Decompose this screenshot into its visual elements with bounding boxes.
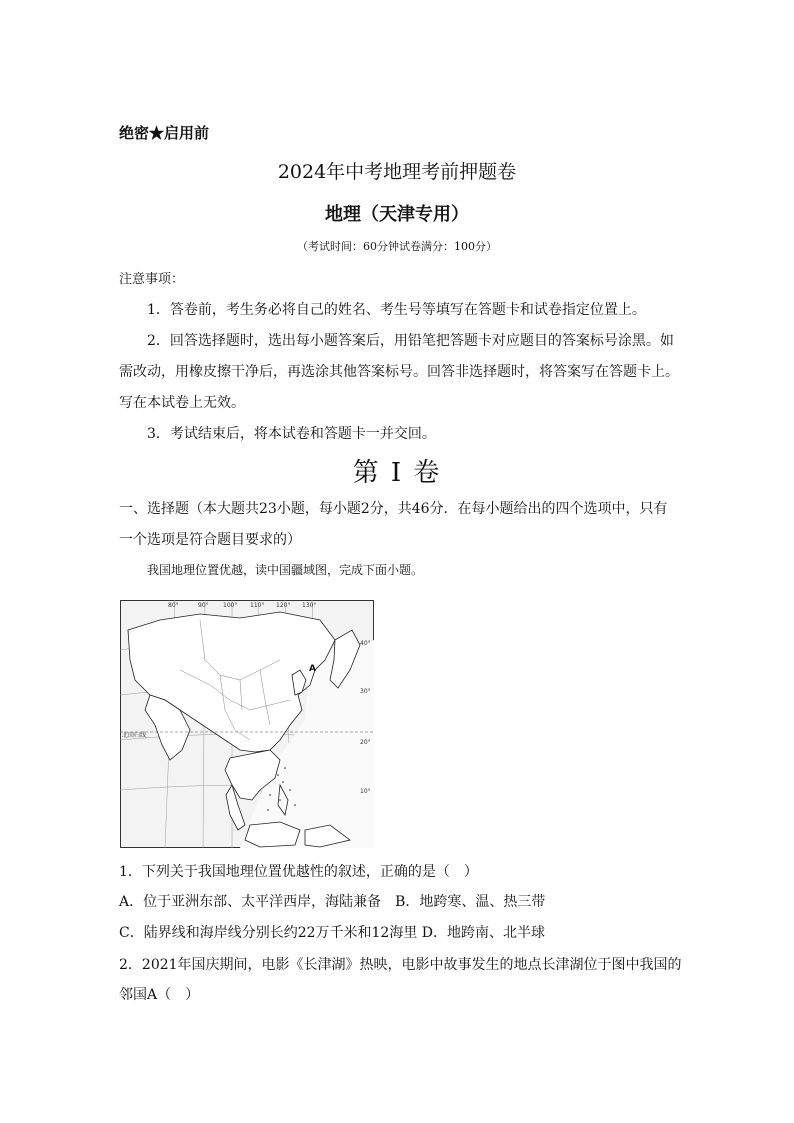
notice-item-3: 3．考试结束后，将本试卷和答题卡一并交回。 <box>147 426 436 442</box>
question-1-stem: 1．下列关于我国地理位置优越性的叙述，正确的是（ ） <box>119 864 478 880</box>
notice-item-2: 2．回答选择题时，选出每小题答案后，用铅笔把答题卡对应题目的答案标号涂黑。如需改动，用橡皮擦干净后，再选涂其他答案标号。回答非选择题时，将答案写在答题卡上。写在本试卷上无效。 <box>119 333 679 411</box>
volume-title: 第 I 卷 <box>352 458 442 488</box>
notice-item-1: 1．答卷前，考生务必将自己的姓名、考生号等填写在答题卡和试卷指定位置上。 <box>147 302 646 318</box>
question-1-options-row-2: C．陆界线和海岸线分别长约22万千米和12海里 D．地跨南、北半球 <box>119 925 546 941</box>
lat-label-10: 10° <box>360 788 371 795</box>
lon-label-90: 90° <box>198 602 209 609</box>
exam-subtitle: 地理（天津专用） <box>325 204 469 225</box>
exam-title: 2024年中考地理考前押题卷 <box>277 161 517 183</box>
china-territory-map <box>120 600 374 848</box>
lat-label-20: 20° <box>360 739 371 746</box>
section-heading: 一、选择题（本大题共23小题，每小题2分，共46分．在每小题给出的四个选项中，只有一个选项是符合题目要求的） <box>119 501 668 548</box>
lat-label-30: 30° <box>360 688 371 695</box>
exam-time-info: （考试时间：60分钟试卷满分：100分） <box>297 240 497 253</box>
tropic-label: 北回归线 <box>122 732 147 739</box>
map-svg <box>120 600 374 848</box>
lon-label-80: 80° <box>168 602 179 609</box>
confidential-label: 绝密★启用前 <box>119 124 210 142</box>
lon-label-130: 130° <box>302 602 317 609</box>
lon-label-120: 120° <box>276 602 291 609</box>
question-intro: 我国地理位置优越，读中国疆域图，完成下面小题。 <box>147 563 424 577</box>
lat-label-40: 40° <box>360 640 371 647</box>
lon-label-100: 100° <box>223 602 238 609</box>
notice-heading: 注意事项： <box>119 272 185 287</box>
lon-label-110: 110° <box>250 602 265 609</box>
map-marker-a: A <box>309 664 316 674</box>
question-1-options-row-1: A．位于亚洲东部、太平洋西岸，海陆兼备 B．地跨寒、温、热三带 <box>119 894 546 910</box>
question-2-stem: 2．2021年国庆期间，电影《长津湖》热映，电影中故事发生的地点长津湖位于图中我国的邻国A（ ） <box>119 957 682 1003</box>
